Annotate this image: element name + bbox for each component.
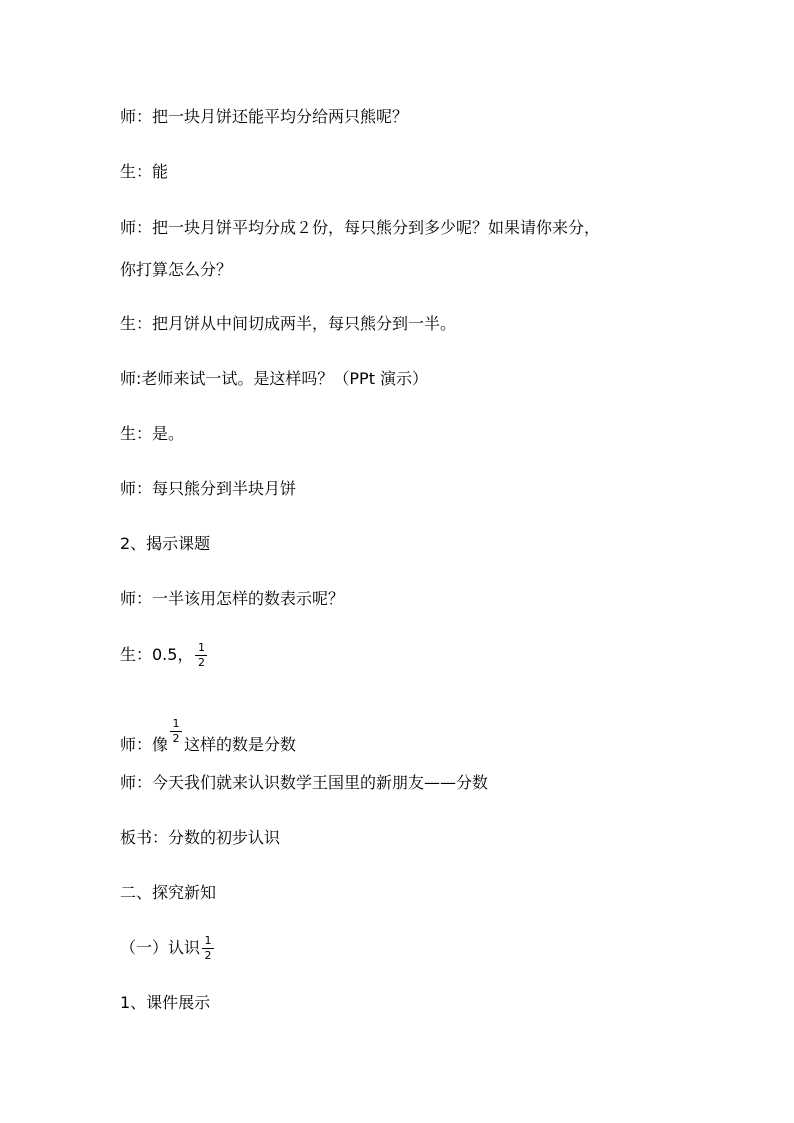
fraction-denominator: 2 (172, 732, 180, 745)
line-suffix: 这样的数是分数 (184, 735, 297, 754)
text-line-with-fraction (120, 642, 209, 669)
line-text: 生：把月饼从中间切成两半，每只熊分到一半。 (120, 314, 457, 333)
text-line (120, 369, 428, 389)
text-line (120, 314, 456, 334)
fraction-numerator: 1 (172, 717, 180, 730)
text-line (120, 162, 168, 182)
text-line (120, 589, 344, 609)
subsection-heading-with-fraction (120, 935, 216, 962)
fraction-numerator: 1 (197, 641, 205, 654)
text-line (120, 424, 184, 444)
text-line (120, 260, 232, 280)
line-prefix: 师：像 (120, 735, 169, 754)
fraction-denominator: 2 (204, 949, 212, 962)
line-text: 1、课件展示 (120, 993, 211, 1012)
line-text: 二、探究新知 (120, 883, 217, 902)
line-text: 师：把一块月饼还能平均分给两只熊呢？ (120, 107, 409, 126)
line-text: 生：是。 (120, 424, 185, 443)
text-line-with-fraction (120, 718, 296, 755)
text-line (120, 479, 296, 499)
line-prefix: （一）认识 (120, 938, 201, 957)
section-heading (120, 534, 210, 554)
line-text: 师：今天我们就来认识数学王国里的新朋友——分数 (120, 773, 489, 792)
text-line (120, 218, 600, 238)
fraction-numerator: 1 (204, 934, 212, 947)
text-line (120, 993, 210, 1013)
line-prefix: 生：0.5， (120, 645, 194, 664)
line-text: 2、揭示课题 (120, 534, 211, 553)
line-text: 生：能 (120, 162, 169, 181)
section-heading (120, 883, 216, 903)
text-line (120, 107, 408, 127)
line-text: 师：一半该用怎样的数表示呢？ (120, 589, 345, 608)
fraction (202, 935, 214, 962)
fraction-denominator: 2 (197, 656, 205, 669)
text-line (120, 773, 488, 793)
line-text: 师：每只熊分到半块月饼 (120, 479, 297, 498)
line-text: 板书：分数的初步认识 (120, 828, 281, 847)
line-text: 你打算怎么分？ (120, 260, 233, 279)
fraction (195, 642, 207, 669)
text-line (120, 828, 280, 848)
line-text: 师：把一块月饼平均分成２份，每只熊分到多少呢？如果请你来分， (120, 218, 601, 237)
fraction (170, 718, 182, 745)
line-text: 师:老师来试一试。是这样吗？（PPt 演示） (120, 369, 429, 388)
